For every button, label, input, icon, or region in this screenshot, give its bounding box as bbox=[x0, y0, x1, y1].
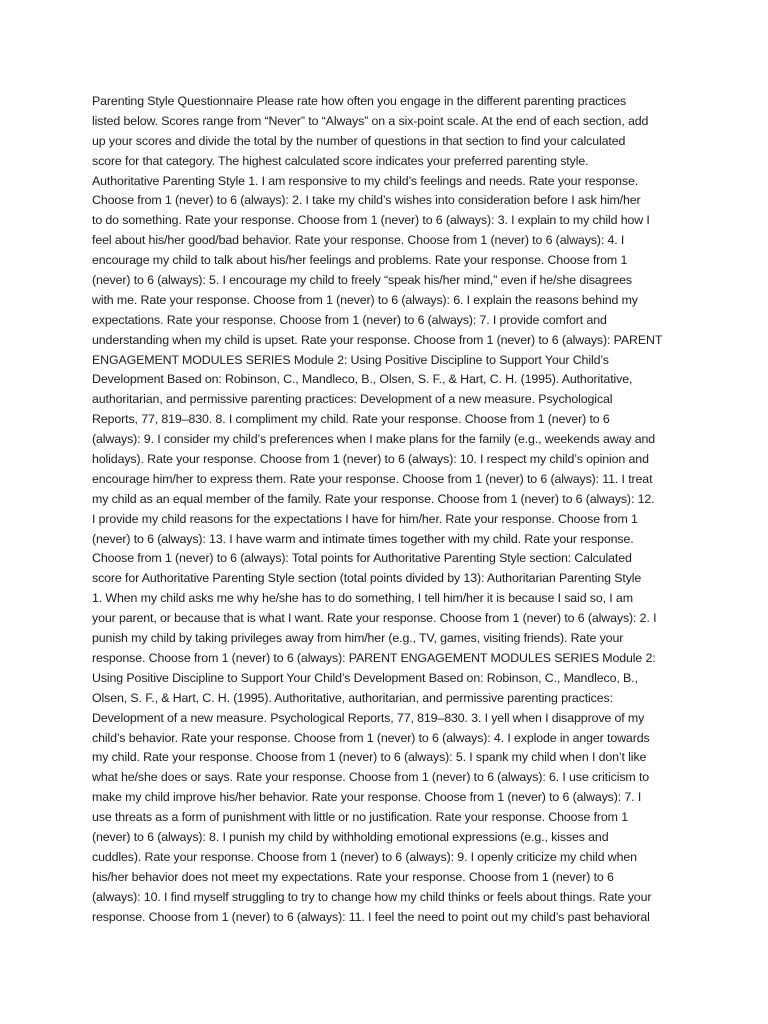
text-line: up your scores and divide the total by the number of questions in that section to find your calculated bbox=[92, 133, 626, 148]
text-line: score for Authoritative Parenting Style section (total points divided by 13): Authoritarian Parenting Style bbox=[92, 571, 642, 586]
text-line: Development of a new measure. Psychological Reports, 77, 819–830. 3. I yell when I disapprove of my bbox=[92, 710, 645, 725]
text-line: my child as an equal member of the family. Rate your response. Choose from 1 (never) to 6 (always): 12. bbox=[92, 491, 655, 506]
text-line: (always): 9. I consider my child’s preferences when I make plans for the family (e.g., weekends away and bbox=[92, 432, 656, 447]
text-line: (always): 10. I find myself struggling to try to change how my child thinks or feels about things. Rate your bbox=[92, 889, 652, 904]
text-line: encourage my child to talk about his/her feelings and problems. Rate your response. Choose from 1 bbox=[92, 253, 628, 268]
text-line: ENGAGEMENT MODULES SERIES Module 2: Using Positive Discipline to Support Your Child’s bbox=[92, 352, 609, 367]
text-line: 1. When my child asks me why he/she has to do something, I tell him/her it is because I said so, I am bbox=[92, 591, 633, 606]
text-line: (never) to 6 (always): 13. I have warm and intimate times together with my child. Rate your response. bbox=[92, 531, 634, 546]
text-line: your parent, or because that is what I want. Rate your response. Choose from 1 (never) to 6 (always): 2. I bbox=[92, 611, 657, 626]
text-line: Parenting Style Questionnaire Please rate how often you engage in the different parenting practices bbox=[92, 94, 627, 108]
text-line: cuddles). Rate your response. Choose from 1 (never) to 6 (always): 9. I openly criticize my child when bbox=[92, 849, 637, 864]
text-line: make my child improve his/her behavior. Rate your response. Choose from 1 (never) to 6 (always): 7. I bbox=[92, 790, 642, 805]
text-line: use threats as a form of punishment with little or no justification. Rate your response. Choose from 1 bbox=[92, 810, 628, 825]
text-line: score for that category. The highest calculated score indicates your preferred parenting style. bbox=[92, 153, 589, 168]
text-line: listed below. Scores range from “Never” to “Always” on a six-point scale. At the end of each section, add bbox=[92, 113, 649, 128]
questionnaire-text bbox=[92, 92, 686, 927]
text-line: Choose from 1 (never) to 6 (always): 2. I take my child’s wishes into consideration before I ask him/her bbox=[92, 193, 641, 208]
text-line: feel about his/her good/bad behavior. Rate your response. Choose from 1 (never) to 6 (always): 4. I bbox=[92, 233, 625, 248]
text-line: my child. Rate your response. Choose from 1 (never) to 6 (always): 5. I spank my child when I don’t like bbox=[92, 750, 647, 765]
text-line: Choose from 1 (never) to 6 (always): Total points for Authoritative Parenting Style section: Calculated bbox=[92, 551, 632, 566]
text-line: (never) to 6 (always): 8. I punish my child by withholding emotional expressions (e.g., kisses and bbox=[92, 829, 609, 844]
text-line: Development Based on: Robinson, C., Mandleco, B., Olsen, S. F., & Hart, C. H. (1995). Authoritative, bbox=[92, 372, 633, 387]
text-line: Authoritative Parenting Style 1. I am responsive to my child’s feelings and needs. Rate your response. bbox=[92, 173, 639, 188]
text-line: to do something. Rate your response. Choose from 1 (never) to 6 (always): 3. I explain to my child how I bbox=[92, 213, 650, 228]
text-line: encourage him/her to express them. Rate your response. Choose from 1 (never) to 6 (always): 11. I treat bbox=[92, 471, 653, 486]
text-line: his/her behavior does not meet my expectations. Rate your response. Choose from 1 (never) to 6 bbox=[92, 869, 614, 884]
text-line: authoritarian, and permissive parenting practices: Development of a new measure. Psychological bbox=[92, 392, 613, 407]
text-line: with me. Rate your response. Choose from 1 (never) to 6 (always): 6. I explain the reasons behind my bbox=[92, 292, 638, 307]
text-line: Reports, 77, 819–830. 8. I compliment my child. Rate your response. Choose from 1 (never) to 6 bbox=[92, 412, 610, 427]
text-line: holidays). Rate your response. Choose from 1 (never) to 6 (always): 10. I respect my child’s opinion and bbox=[92, 452, 649, 467]
text-line: what he/she does or says. Rate your response. Choose from 1 (never) to 6 (always): 6. I use criticism to bbox=[92, 770, 650, 785]
text-line: expectations. Rate your response. Choose from 1 (never) to 6 (always): 7. I provide comfort and bbox=[92, 312, 607, 327]
text-line: Olsen, S. F., & Hart, C. H. (1995). Authoritative, authoritarian, and permissive parenting practices: bbox=[92, 690, 613, 705]
text-line: response. Choose from 1 (never) to 6 (always): PARENT ENGAGEMENT MODULES SERIES Module 2: bbox=[92, 650, 656, 665]
text-line: (never) to 6 (always): 5. I encourage my child to freely “speak his/her mind,” even if he/she disagrees bbox=[92, 273, 632, 288]
text-line: Using Positive Discipline to Support Your Child’s Development Based on: Robinson, C., Mandleco, B., bbox=[92, 670, 638, 685]
text-line: response. Choose from 1 (never) to 6 (always): 11. I feel the need to point out my child’s past behavioral bbox=[92, 909, 650, 924]
text-line: child’s behavior. Rate your response. Choose from 1 (never) to 6 (always): 4. I explode in anger towards bbox=[92, 730, 650, 745]
text-line: I provide my child reasons for the expectations I have for him/her. Rate your response. Choose from 1 bbox=[92, 511, 638, 526]
text-line: punish my child by taking privileges away from him/her (e.g., TV, games, visiting friends). Rate your bbox=[92, 631, 624, 646]
text-line: understanding when my child is upset. Rate your response. Choose from 1 (never) to 6 (always): PARENT bbox=[92, 332, 663, 347]
